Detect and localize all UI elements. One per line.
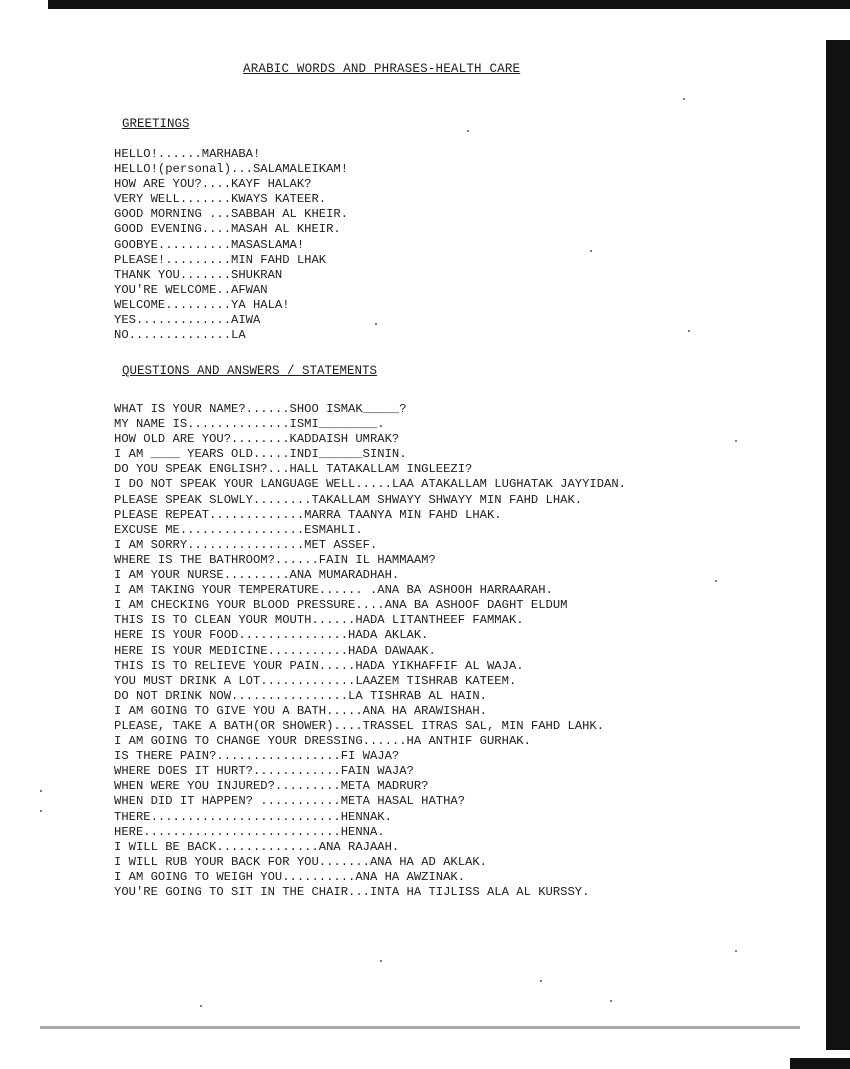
phrase-line: PLEASE REPEAT.............MARRA TAANYA MIN FAHD LHAK. <box>114 507 502 522</box>
phrase-line: MY NAME IS..............ISMI________. <box>114 417 385 432</box>
phrase-line: I AM GOING TO WEIGH YOU..........ANA HA AWZINAK. <box>114 869 466 884</box>
phrase-line: GOOD MORNING ...SABBAH AL KHEIR. <box>114 207 349 222</box>
phrase-line: PLEASE!.........MIN FAHD LHAK <box>114 252 327 267</box>
scan-speck <box>683 98 685 100</box>
phrase-line: YES.............AIWA <box>114 313 261 328</box>
phrase-line: I AM ____ YEARS OLD.....INDI______SININ. <box>114 447 407 462</box>
phrase-line: DO NOT DRINK NOW................LA TISHRAB AL HAIN. <box>114 688 487 703</box>
phrase-line: I AM CHECKING YOUR BLOOD PRESSURE....ANA BA ASHOOF DAGHT ELDUM <box>114 598 568 613</box>
phrase-line: HERE IS YOUR MEDICINE...........HADA DAWAAK. <box>114 643 436 658</box>
scan-speck <box>40 790 42 792</box>
greetings-heading: GREETINGS <box>122 117 190 131</box>
phrase-line: THERE..........................HENNAK. <box>114 809 392 824</box>
phrase-line: DO YOU SPEAK ENGLISH?...HALL TATAKALLAM INGLEEZI? <box>114 462 473 477</box>
phrase-line: YOU MUST DRINK A LOT.............LAAZEM TISHRAB KATEEM. <box>114 673 517 688</box>
phrase-line: NO..............LA <box>114 328 246 343</box>
phrase-line: THIS IS TO CLEAN YOUR MOUTH......HADA LITANTHEEF FAMMAK. <box>114 613 524 628</box>
phrase-line: GOOD EVENING....MASAH AL KHEIR. <box>114 222 341 237</box>
scan-right-border <box>826 40 850 1050</box>
phrase-line: I AM GOING TO GIVE YOU A BATH.....ANA HA ARAWISHAH. <box>114 703 487 718</box>
phrase-line: HERE...........................HENNA. <box>114 824 385 839</box>
phrase-line: WHEN DID IT HAPPEN? ...........META HASAL HATHA? <box>114 794 466 809</box>
phrase-line: IS THERE PAIN?.................FI WAJA? <box>114 749 400 764</box>
phrase-line: WHEN WERE YOU INJURED?.........META MADRUR? <box>114 779 429 794</box>
phrase-line: VERY WELL.......KWAYS KATEER. <box>114 192 327 207</box>
scan-top-border <box>48 0 850 9</box>
scan-speck <box>40 810 42 812</box>
phrase-line: EXCUSE ME.................ESMAHLI. <box>114 522 363 537</box>
phrase-line: GOOBYE..........MASASLAMA! <box>114 237 305 252</box>
phrase-line: WELCOME.........YA HALA! <box>114 297 290 312</box>
phrase-line: PLEASE SPEAK SLOWLY........TAKALLAM SHWAYY SHWAYY MIN FAHD LHAK. <box>114 492 583 507</box>
phrase-line: WHERE IS THE BATHROOM?......FAIN IL HAMMAAM? <box>114 552 436 567</box>
phrase-line: HOW OLD ARE YOU?........KADDAISH UMRAK? <box>114 432 400 447</box>
scan-speck <box>380 960 382 962</box>
phrase-line: PLEASE, TAKE A BATH(OR SHOWER)....TRASSEL ITRAS SAL, MIN FAHD LAHK. <box>114 718 605 733</box>
phrase-line: I AM TAKING YOUR TEMPERATURE...... .ANA BA ASHOOH HARRAARAH. <box>114 583 553 598</box>
phrase-line: HELLO!(personal)...SALAMALEIKAM! <box>114 162 349 177</box>
scan-speck <box>610 1000 612 1002</box>
scan-speck <box>467 130 469 132</box>
phrase-line: I WILL RUB YOUR BACK FOR YOU.......ANA HA AD AKLAK. <box>114 854 487 869</box>
phrase-line: I WILL BE BACK..............ANA RAJAAH. <box>114 839 400 854</box>
phrase-line: I AM SORRY................MET ASSEF. <box>114 537 378 552</box>
phrase-line: HERE IS YOUR FOOD...............HADA AKLAK. <box>114 628 429 643</box>
phrase-line: THANK YOU.......SHUKRAN <box>114 267 283 282</box>
scan-bottom-corner <box>790 1058 850 1069</box>
phrase-line: YOU'RE GOING TO SIT IN THE CHAIR...INTA HA TIJLISS ALA AL KURSSY. <box>114 885 590 899</box>
phrase-line: THIS IS TO RELIEVE YOUR PAIN.....HADA YIKHAFFIF AL WAJA. <box>114 658 524 673</box>
phrase-line: I AM GOING TO CHANGE YOUR DRESSING......HA ANTHIF GURHAK. <box>114 734 531 749</box>
qa-list <box>114 402 814 900</box>
qa-heading: QUESTIONS AND ANSWERS / STATEMENTS <box>122 364 378 378</box>
document-title: ARABIC WORDS AND PHRASES-HEALTH CARE <box>243 62 521 76</box>
phrase-line: YOU'RE WELCOME..AFWAN <box>114 282 268 297</box>
scan-speck <box>200 1005 202 1007</box>
phrase-line: HOW ARE YOU?....KAYF HALAK? <box>114 177 312 192</box>
scan-bottom-noise <box>40 1026 800 1029</box>
phrase-line: WHAT IS YOUR NAME?......SHOO ISMAK_____? <box>114 402 407 416</box>
scan-speck <box>735 950 737 952</box>
greetings-list <box>114 147 814 343</box>
phrase-line: WHERE DOES IT HURT?............FAIN WAJA? <box>114 764 414 779</box>
phrase-line: HELLO!......MARHABA! <box>114 147 261 161</box>
scan-speck <box>540 980 542 982</box>
phrase-line: I AM YOUR NURSE.........ANA MUMARADHAH. <box>114 568 400 583</box>
phrase-line: I DO NOT SPEAK YOUR LANGUAGE WELL.....LAA ATAKALLAM LUGHATAK JAYYIDAN. <box>114 477 626 492</box>
